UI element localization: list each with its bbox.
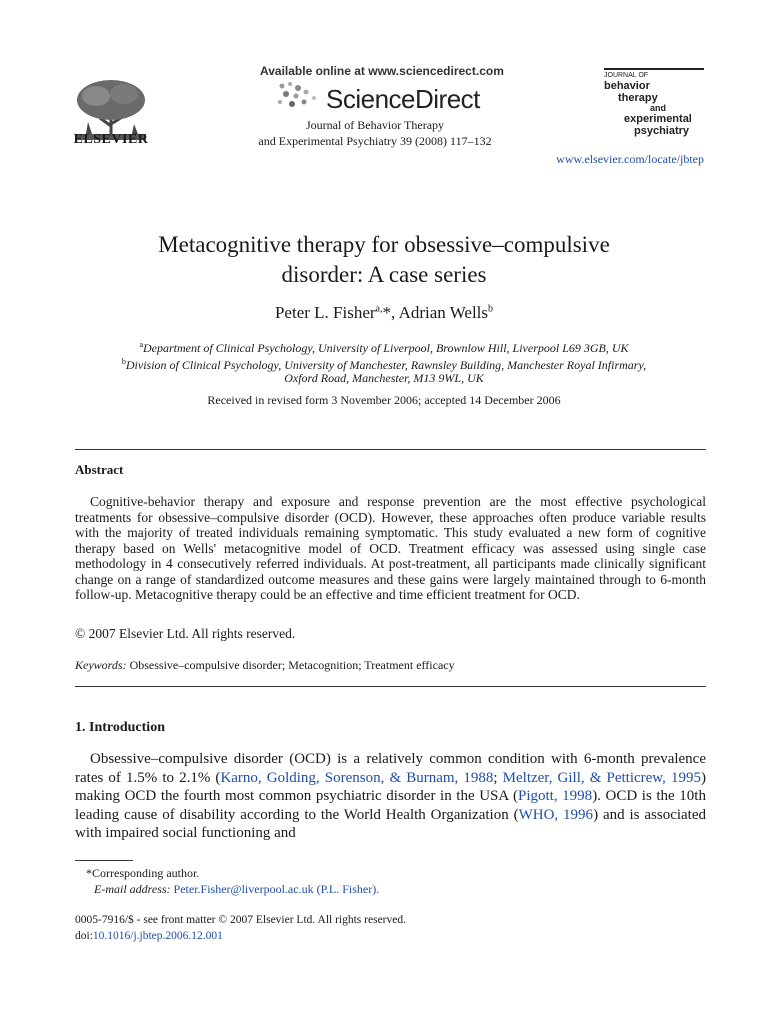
sciencedirect-dots-icon [274, 80, 324, 110]
author-list [60, 303, 708, 323]
journal-logo-line: JOURNAL OF [604, 72, 649, 79]
abstract-copyright: © 2007 Elsevier Ltd. All rights reserved. [75, 626, 296, 641]
affiliation-text: Division of Clinical Psychology, University of Manchester, Rawnsley Building, Manchester Royal Infirmary, [125, 358, 647, 372]
affiliation-marker: b [121, 357, 126, 366]
keywords-list: Obsessive–compulsive disorder; Metacognition; Treatment efficacy [126, 658, 455, 672]
author-name: Peter L. Fisher [274, 303, 376, 322]
divider [75, 449, 706, 450]
journal-logo-line: and [650, 103, 667, 113]
available-online: Available online at www.sciencedirect.com [260, 64, 504, 78]
author-separator: , [391, 303, 399, 322]
abstract-text: Cognitive-behavior therapy and exposure and response prevention are the most effective psychological treatments for obsessive–compulsive disorder (OCD). However, these approaches often produce variable results with the majority of treated individuals remaining symptomatic. This study evaluated a new form of cognitive therapy based on Wells' metacognitive model of OCD. Treatment efficacy was assessed using single case methodology in 4 consecutively referred individuals. At post-treatment, all participants made clinically significant change on a range of standardized outcome measures and these gains were largely maintained through to 6-month follow-up. Metacognitive therapy could be an effective and time efficient treatment for OCD. [75, 494, 706, 602]
sciencedirect-logo-text: ScienceDirect [326, 84, 480, 114]
body-text: ; [493, 769, 503, 786]
affiliation-marker: a [139, 340, 144, 349]
author-affiliation-marker: a, [375, 303, 383, 315]
section-heading-introduction: 1. Introduction [75, 720, 165, 735]
email-note [94, 882, 379, 897]
journal-name: Journal of Behavior Therapy [305, 118, 445, 132]
issn-line: 0005-7916/$ - see front matter © 2007 Elsevier Ltd. All rights reserved. [75, 914, 406, 926]
author-name: Adrian Wells [398, 303, 489, 322]
doi-link[interactable]: 10.1016/j.jbtep.2006.12.001 [92, 930, 223, 942]
divider [75, 686, 706, 687]
doi-prefix: doi: [75, 930, 93, 942]
citation-link[interactable]: Pigott, 1998 [517, 788, 593, 804]
journal-logo-line: psychiatry [634, 125, 690, 137]
title-line: disorder: A case series [281, 262, 487, 287]
corresponding-star: * [382, 303, 391, 322]
body-text: ). OCD is the 10th leading cause of disability according to the World Health Organization ( [75, 788, 706, 823]
journal-logo [604, 68, 704, 140]
affiliation-b-cont: Oxford Road, Manchester, M13 9WL, UK [284, 371, 484, 385]
introduction-paragraph [75, 750, 706, 843]
journal-logo-line: experimental [624, 113, 692, 125]
journal-url-link[interactable]: www.elsevier.com/locate/jbtep [556, 152, 704, 166]
citation-link[interactable]: Meltzer, Gill, & Petticrew, 1995 [502, 769, 701, 786]
abstract-heading: Abstract [75, 462, 124, 477]
keywords-label: Keywords: [75, 658, 127, 672]
body-text: Obsessive–compulsive disorder (OCD) is a relatively common condition with 6-month prevalence rates of 1.5% to 2.1% ( [75, 751, 706, 786]
email-label: E-mail address: [94, 882, 171, 896]
citation-link[interactable]: WHO, 1996 [518, 806, 594, 823]
footnote-rule [75, 860, 133, 861]
body-text: ) and is associated with impaired social functioning and [75, 806, 707, 841]
email-link[interactable]: Peter.Fisher@liverpool.ac.uk (P.L. Fisher). [170, 882, 380, 896]
citation-link[interactable]: Karno, Golding, Sorenson, & Burnam, 1988 [220, 769, 494, 786]
corresponding-author-note: *Corresponding author. [86, 866, 200, 880]
doi-line [75, 930, 223, 942]
article-title [60, 230, 708, 290]
journal-logo-line: therapy [618, 92, 658, 104]
title-line: Metacognitive therapy for obsessive–compulsive [158, 232, 610, 257]
keywords [75, 658, 455, 673]
journal-citation: and Experimental Psychiatry 39 (2008) 117–132 [258, 134, 492, 148]
journal-logo-line: behavior [604, 80, 650, 92]
author-affiliation-marker: b [488, 303, 494, 315]
body-text: ) making OCD the fourth most common psychiatric disorder in the USA ( [75, 769, 706, 804]
publisher-name: ELSEVIER [73, 132, 149, 147]
affiliation-text: Department of Clinical Psychology, University of Liverpool, Brownlow Hill, Liverpool L69 3GB, UK [143, 341, 629, 355]
received-dates: Received in revised form 3 November 2006; accepted 14 December 2006 [207, 393, 561, 407]
